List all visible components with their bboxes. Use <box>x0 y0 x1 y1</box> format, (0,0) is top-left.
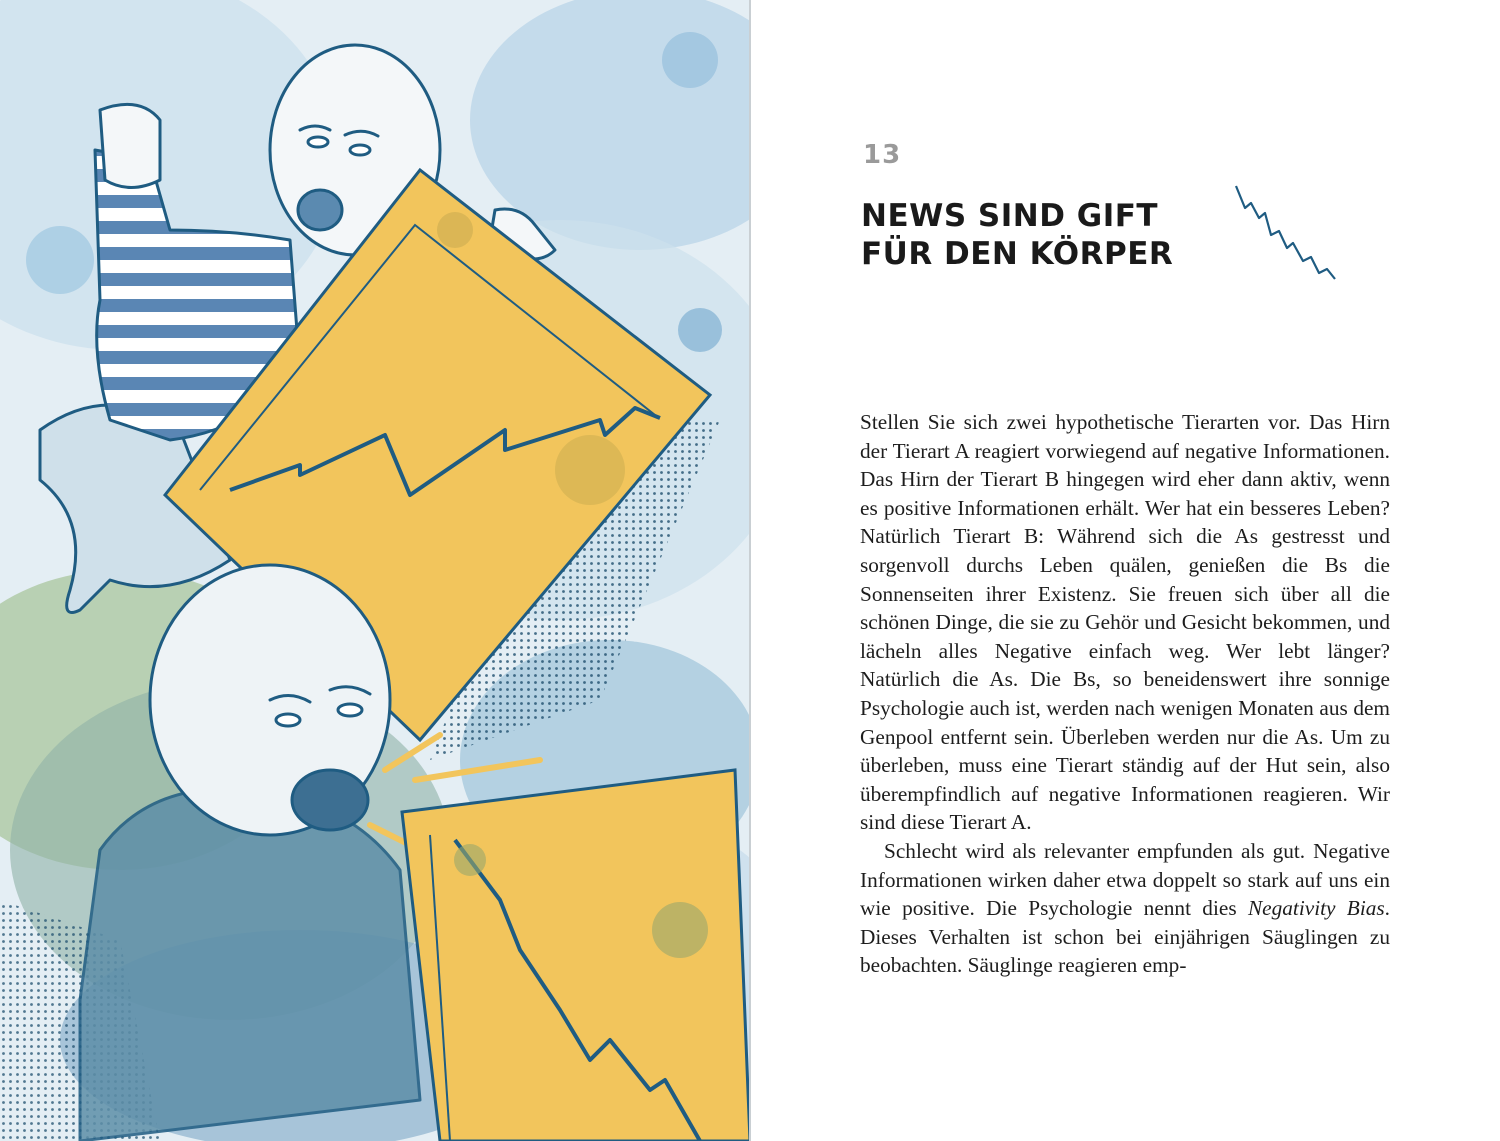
paragraph-text: Schlecht wird als relevanter empfunden als gut. Negative Informationen wirken daher etwa doppelt so stark auf uns ein wie positive. Die Psychologie nennt dies <box>860 838 1390 921</box>
falling-chart-icon <box>1233 183 1343 283</box>
italic-term: Negativity Bias <box>1247 896 1385 921</box>
paragraph <box>860 408 1390 837</box>
paragraph-text: Stellen Sie sich zwei hypothetische Tierarten vor. Das Hirn der Tierart A reagiert vorwiegend auf negative Informationen. Das Hirn der Tierart B hingegen wird eher dann aktiv, wenn es positive Informationen erhält. Wer hat ein besseres Leben? Natürlich Tierart B: Während sich die As gestresst und sorgenvoll durchs Leben quälen, genießen die Bs die Sonnenseiten ihrer Existenz. Sie freuen sich über all die schönen Dinge, die sie zu Gehör und Gesicht bekommen, und lächeln alles Negative einfach weg. Wer lebt länger? Natürlich die As. Die Bs, so beneidenswert ihre sonnige Psychologie auch ist, werden nach wenigen Monaten aus dem Genpool entfernt sein. Überleben werden nur die As. Um zu überleben, muss eine Tierart ständig auf der Hut sein, also überempfindlich auf negative Informationen reagieren. Wir sind diese Tierart A. <box>860 410 1390 835</box>
chapter-title <box>861 197 1221 273</box>
body-text <box>860 408 1390 980</box>
chapter-title-line: NEWS SIND GIFT <box>861 198 1159 234</box>
chart-card-bottom <box>402 770 750 1141</box>
paragraph-text: . Dieses Verhalten ist schon bei einjährigen Säuglingen zu beobachten. Säuglinge reagieren emp- <box>860 896 1390 978</box>
chapter-title-line: FÜR DEN KÖRPER <box>861 236 1174 272</box>
chapter-number: 13 <box>863 140 902 170</box>
paragraph <box>860 837 1390 980</box>
text-page <box>751 0 1500 1141</box>
